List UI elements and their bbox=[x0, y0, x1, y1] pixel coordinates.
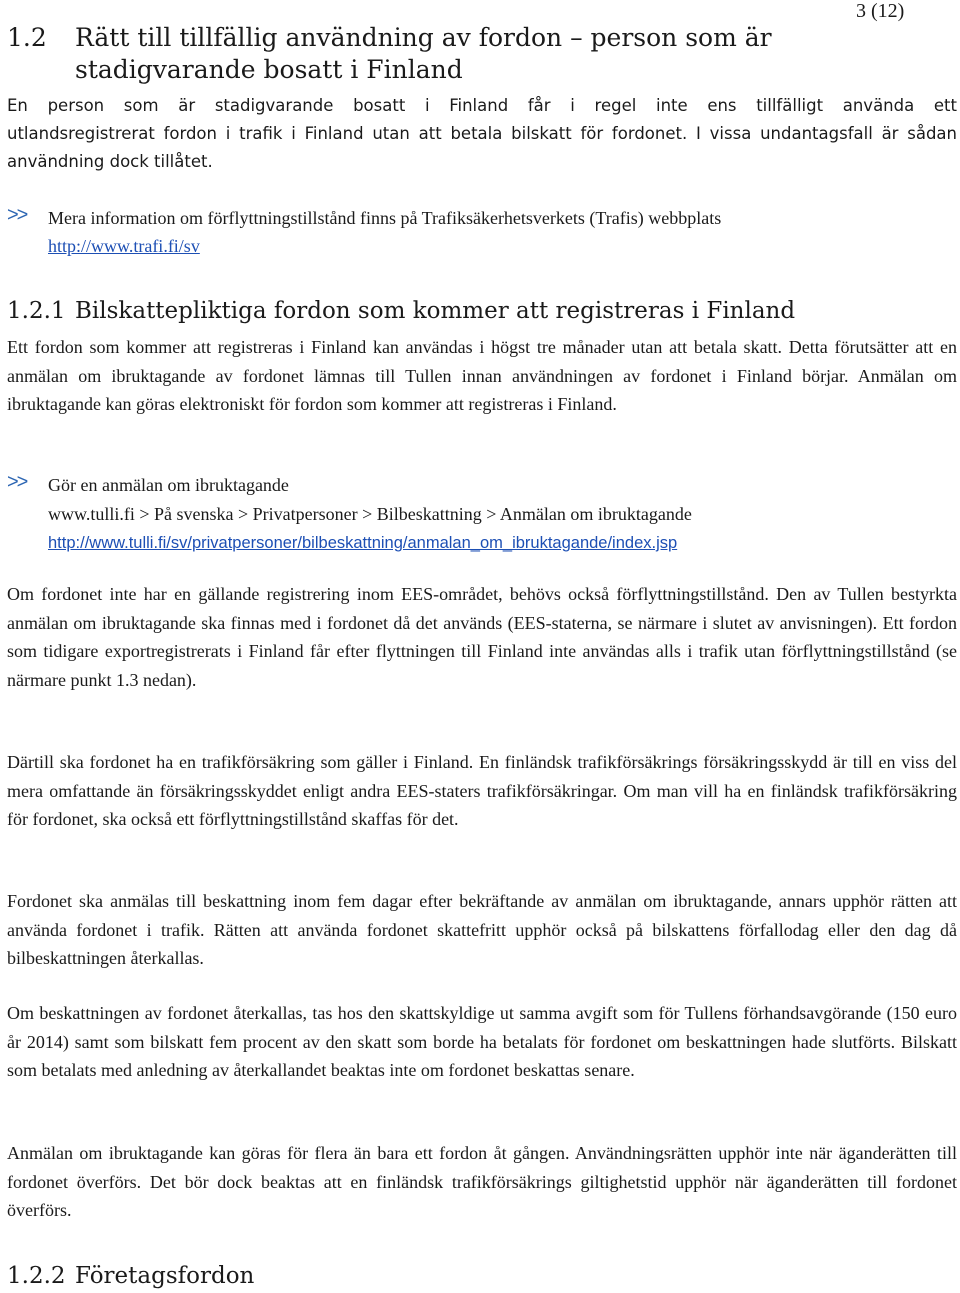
paragraph-4: Fordonet ska anmälas till beskattning inom fem dagar efter bekräftande av anmälan om ibruktagande, annars upphör rätten att använda fordonet i trafik. Rätten att använda fordonet skattefritt upphör också på bilskattens förfallodag eller den dag då bilbeskattningen återkallas. bbox=[7, 891, 957, 968]
intro-paragraph-rest: utlandsregistrerat fordon i trafik i Finland utan att betala bilskatt för fordonet. I vissa undantagsfall är sådan användning dock tillåtet. bbox=[7, 124, 957, 171]
section-heading-1-2-2 bbox=[7, 1261, 957, 1291]
info-text: Mera information om förflyttningstillstånd finns på Trafiksäkerhetsverkets (Trafis) webbplats bbox=[48, 208, 722, 228]
section-number: 1.2.1 bbox=[7, 298, 66, 324]
page-number: 3 (12) bbox=[856, 0, 905, 22]
paragraph-5: Om beskattningen av fordonet återkallas, tas hos den skattskyldige ut samma avgift som för Tullens förhandsavgörande (150 euro år 2014) samt som bilskatt fem procent av den skatt som borde ha betalats för fordonet om beskattningen hade slutförts. Bilskatt som betalats med anledning av återkallandet beaktas inte om fordonet beskattas senare. bbox=[7, 1003, 957, 1080]
intro-paragraph-line1: En person som är stadigvarande bosatt i Finland får i regel inte ens tillfälligt använda ett bbox=[7, 96, 957, 115]
action-path: www.tulli.fi > På svenska > Privatpersoner > Bilbeskattning > Anmälan om ibruktagande bbox=[48, 503, 692, 524]
action-title: Gör en anmälan om ibruktagande bbox=[48, 475, 289, 495]
tulli-link[interactable]: http://www.tulli.fi/sv/privatpersoner/bilbeskattning/anmalan_om_ibruktagande/index.jsp bbox=[48, 534, 678, 552]
section-number: 1.2 bbox=[7, 23, 47, 52]
trafi-link[interactable]: http://www.trafi.fi/sv bbox=[48, 236, 200, 256]
section-heading-1-2-1 bbox=[7, 296, 957, 326]
info-box-tulli bbox=[7, 471, 957, 557]
chevron-right-icon: >> bbox=[7, 204, 27, 226]
paragraph-6: Anmälan om ibruktagande kan göras för flera än bara ett fordon åt gången. Användningsrätten upphör inte när äganderätten till fordonet överförs. Det bör dock beaktas att en finländsk trafikförsäkrings giltighetstid upphör när äganderätten till fordonet överförs. bbox=[7, 1143, 957, 1220]
section-heading-1-2 bbox=[7, 22, 957, 86]
paragraph-3: Därtill ska fordonet ha en trafikförsäkring som gäller i Finland. En finländsk trafikförsäkrings försäkringsskydd är till en viss del mera omfattande än försäkringsskyddet enligt andra EES-staters trafikförsäkringar. Om man vill ha en finländsk trafikförsäkring för fordonet, ska också ett förflyttningstillstånd skaffas för det. bbox=[7, 752, 957, 829]
section-title: Rätt till tillfällig användning av fordon – person som är stadigvarande bosatt i Finland bbox=[75, 23, 772, 84]
section-number: 1.2.2 bbox=[7, 1263, 66, 1289]
section-title: Bilskattepliktiga fordon som kommer att registreras i Finland bbox=[75, 298, 796, 324]
section-title: Företagsfordon bbox=[75, 1263, 255, 1289]
info-box-trafi bbox=[7, 204, 957, 260]
paragraph-1: Ett fordon som kommer att registreras i Finland kan användas i högst tre månader utan att betala skatt. Detta förutsätter att en anmälan om ibruktagande av fordonet lämnas till Tullen innan användningen av fordonet i Finland börjar. Anmälan om ibruktagande kan göras elektroniskt för fordon som kommer att registreras i Finland. bbox=[7, 337, 957, 414]
paragraph-2: Om fordonet inte har en gällande registrering inom EES-området, behövs också förflyttningstillstånd. Den av Tullen bestyrkta anmälan om ibruktagande ska finnas med i fordonet då det används (EES-staterna, se närmare i slutet av anvisningen). Ett fordon som tidigare exportregistrerats i Finland får efter flyttningen till Finland inte användas alls i trafik utan förflyttningstillstånd (se närmare punkt 1.3 nedan). bbox=[7, 584, 957, 690]
chevron-right-icon: >> bbox=[7, 471, 27, 493]
